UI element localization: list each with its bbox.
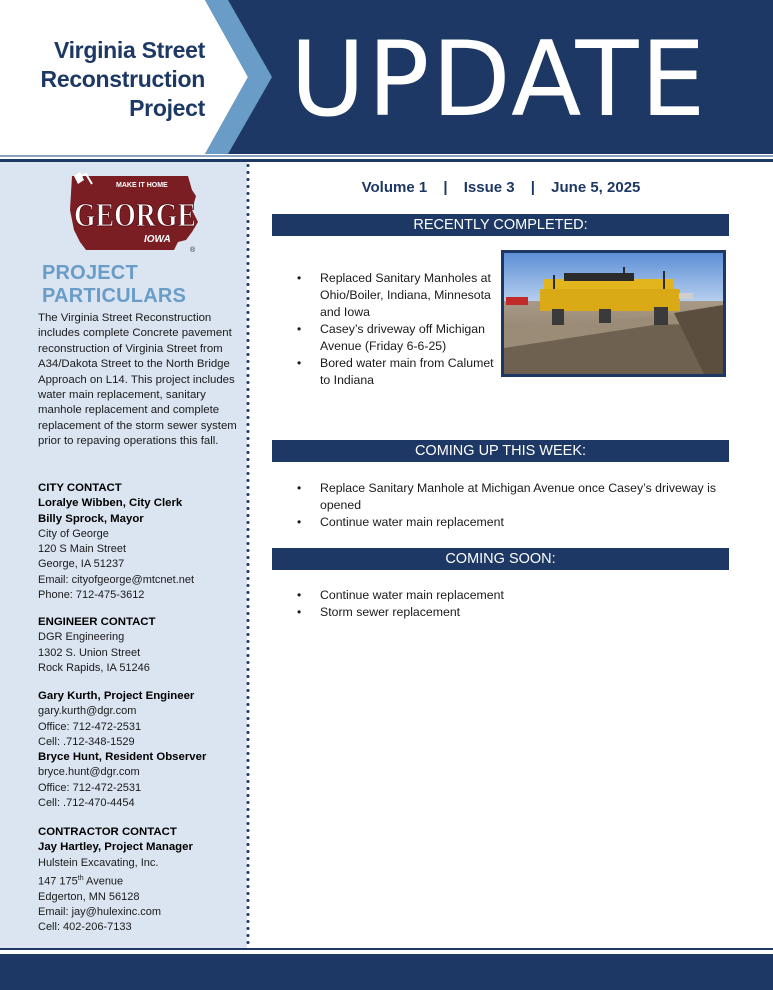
- issue-date: June 5, 2025: [551, 179, 641, 196]
- header: [0, 0, 773, 160]
- issue-line: Volume 1 | Issue 3 | June 5, 2025: [361, 179, 641, 196]
- list-item: • Continue water main replacement: [297, 587, 729, 604]
- george-iowa-logo: [66, 170, 202, 254]
- list-item: • Casey’s driveway off Michigan Avenue (Friday 6-6-25): [297, 321, 497, 355]
- list-item: • Continue water main replacement: [297, 514, 729, 531]
- update-title: UPDATE: [290, 20, 708, 140]
- paving-machine-photo: [501, 250, 726, 377]
- particulars-body: The Virginia Street Reconstruction includes complete Concrete pavement reconstruction of Virginia Street from A34/Dakota Street to the North Bridge Approach on L14. This project includes water main replacement, sanitary manhole replacement and complete replacement of the storm sewer system prior to repaving operations this fall.: [38, 312, 237, 448]
- list-item: • Storm sewer replacement: [297, 604, 729, 621]
- contractor-contact: CONTRACTOR CONTACT Jay Hartley, Project Manager Hulstein Excavating, Inc. 147 175th Avenue Edgerton, MN 56128 Email: jay@hulexinc.com Cell: 402-206-7133: [38, 826, 193, 934]
- svg-text:®: ®: [190, 247, 196, 254]
- coming-soon-heading: COMING SOON:: [272, 548, 729, 570]
- header-divider: [0, 155, 773, 157]
- gary-contact: Gary Kurth, Project Engineer gary.kurth@dgr.com Office: 712-472-2531 Cell: .712-348-1529: [38, 690, 195, 748]
- list-item: • Bored water main from Calumet to Indiana: [297, 355, 497, 389]
- list-item: • Replaced Sanitary Manholes at Ohio/Boiler, Indiana, Minnesota and Iowa: [297, 270, 497, 321]
- footer-bar: [0, 954, 773, 990]
- coming-soon-list: [297, 587, 729, 621]
- particulars-title: PROJECT PARTICULARS: [42, 262, 187, 307]
- coming-up-this-week-list: [297, 480, 729, 531]
- dotted-divider: [245, 162, 251, 948]
- svg-text:MAKE IT HOME: MAKE IT HOME: [116, 182, 168, 189]
- svg-text:GEORGE: GEORGE: [74, 197, 196, 234]
- coming-up-this-week-heading: COMING UP THIS WEEK:: [272, 440, 729, 462]
- list-item: • Replace Sanitary Manhole at Michigan Avenue once Casey’s driveway is opened: [297, 480, 729, 514]
- engineer-contact: ENGINEER CONTACT DGR Engineering 1302 S. Union Street Rock Rapids, IA 51246: [38, 616, 156, 674]
- volume-label: Volume 1: [361, 179, 428, 196]
- bryce-contact: Bryce Hunt, Resident Observer bryce.hunt@dgr.com Office: 712-472-2531 Cell: .712-470-4454: [38, 751, 207, 809]
- project-name: Virginia Street Reconstruction Project: [40, 37, 205, 121]
- recently-completed-heading: RECENTLY COMPLETED:: [272, 214, 729, 236]
- svg-text:IOWA: IOWA: [144, 234, 171, 245]
- footer-divider: [0, 948, 773, 950]
- issue-label: Issue 3: [463, 179, 515, 196]
- city-contact: CITY CONTACT Loralye Wibben, City Clerk Billy Sprock, Mayor City of George 120 S Main Street George, IA 51237 Email: cityofgeorge@mtcnet.net Phone: 712-475-3612: [38, 482, 195, 602]
- recently-completed-list: [297, 270, 497, 389]
